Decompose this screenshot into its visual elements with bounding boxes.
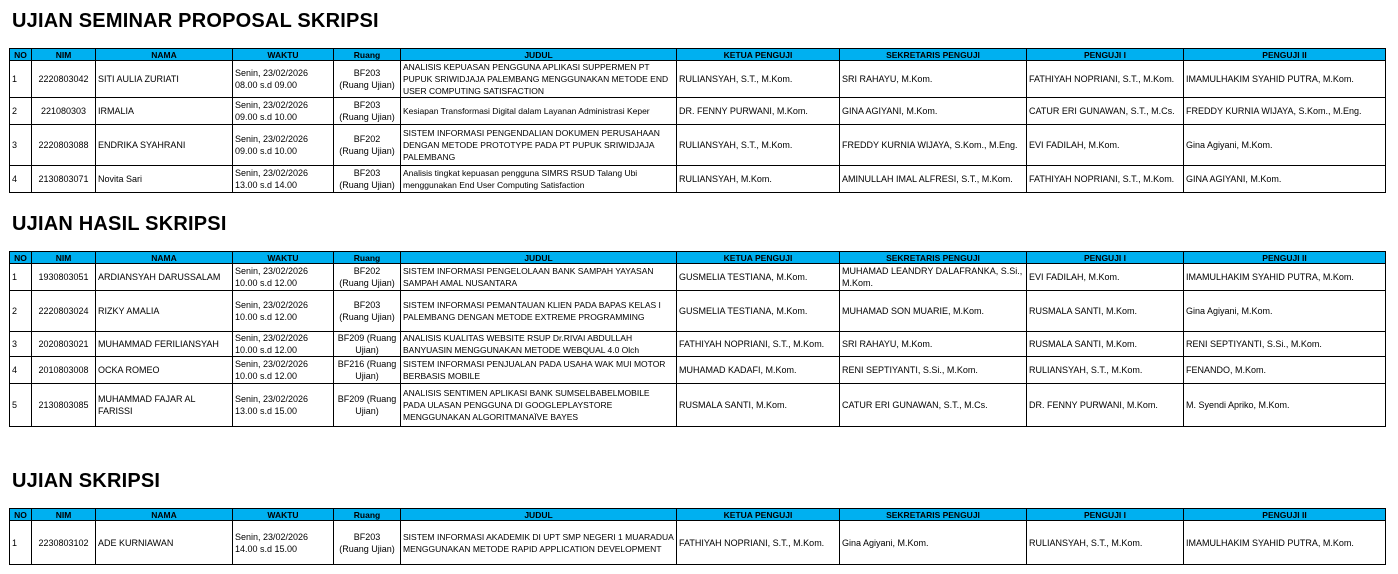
- waktu-day: Senin, 23/02/2026: [235, 168, 309, 178]
- cell-no: 1: [10, 264, 32, 291]
- waktu-day: Senin, 23/02/2026: [235, 266, 309, 276]
- cell-penguji-1: RUSMALA SANTI, M.Kom.: [1027, 332, 1184, 357]
- ruang-line-1: BF203: [353, 68, 381, 78]
- cell-no: 1: [10, 521, 32, 565]
- cell-ketua-penguji: DR. FENNY PURWANI, M.Kom.: [677, 98, 840, 125]
- waktu-time: 14.00 s.d 15.00: [235, 543, 298, 554]
- cell-nim: 221080303: [32, 98, 96, 125]
- header-sekretaris-penguji: SEKRETARIS PENGUJI: [840, 509, 1027, 521]
- header-ketua-penguji: KETUA PENGUJI: [677, 49, 840, 61]
- waktu-time: 09.00 s.d 10.00: [235, 146, 298, 156]
- cell-penguji-2: RENI SEPTIYANTI, S.Si., M.Kom.: [1184, 332, 1386, 357]
- cell-ruang: [334, 357, 401, 384]
- cell-ketua-penguji: MUHAMAD KADAFI, M.Kom.: [677, 357, 840, 384]
- waktu-time: 10.00 s.d 12.00: [235, 312, 298, 322]
- header-penguji-1: PENGUJI I: [1027, 509, 1184, 521]
- header-ruang: Ruang: [334, 49, 401, 61]
- cell-penguji-1: RULIANSYAH, S.T., M.Kom.: [1027, 521, 1184, 565]
- ruang-line-1: BF202: [353, 134, 381, 144]
- cell-no: 3: [10, 125, 32, 166]
- cell-nim: 1930803051: [32, 264, 96, 291]
- cell-nim: 2010803008: [32, 357, 96, 384]
- cell-no: 1: [10, 61, 32, 98]
- table-row: [10, 166, 1386, 193]
- cell-ruang: [334, 332, 401, 357]
- cell-no: 5: [10, 384, 32, 427]
- cell-sekretaris-penguji: GINA AGIYANI, M.Kom.: [840, 98, 1027, 125]
- cell-waktu: [233, 125, 334, 166]
- header-judul: JUDUL: [401, 49, 677, 61]
- cell-ruang: [334, 264, 401, 291]
- waktu-time: 13.00 s.d 14.00: [235, 180, 298, 190]
- cell-penguji-1: FATHIYAH NOPRIANI, S.T., M.Kom.: [1027, 61, 1184, 98]
- section-title-hasil: UJIAN HASIL SKRIPSI: [12, 213, 227, 235]
- header-row: [10, 49, 1386, 61]
- cell-ruang: [334, 98, 401, 125]
- cell-nim: 2130803071: [32, 166, 96, 193]
- cell-nama: SITI AULIA ZURIATI: [96, 61, 233, 98]
- waktu-time: 08.00 s.d 09.00: [235, 80, 298, 90]
- waktu-time: 13.00 s.d 15.00: [235, 406, 298, 416]
- header-sekretaris-penguji: SEKRETARIS PENGUJI: [840, 252, 1027, 264]
- cell-ketua-penguji: RULIANSYAH, M.Kom.: [677, 166, 840, 193]
- table-row: [10, 521, 1386, 565]
- cell-waktu: [233, 61, 334, 98]
- cell-ketua-penguji: RUSMALA SANTI, M.Kom.: [677, 384, 840, 427]
- cell-waktu: [233, 384, 334, 427]
- cell-nim: 2220803024: [32, 291, 96, 332]
- cell-penguji-1: RULIANSYAH, S.T., M.Kom.: [1027, 357, 1184, 384]
- ruang-line-2: (Ruang Ujian): [339, 543, 395, 554]
- header-penguji-2: PENGUJI II: [1184, 509, 1386, 521]
- ruang-line-1: BF203: [353, 300, 381, 310]
- cell-sekretaris-penguji: RENI SEPTIYANTI, S.Si., M.Kom.: [840, 357, 1027, 384]
- header-nama: NAMA: [96, 509, 233, 521]
- cell-nama: ENDRIKA SYAHRANI: [96, 125, 233, 166]
- cell-ketua-penguji: RULIANSYAH, S.T., M.Kom.: [677, 125, 840, 166]
- header-waktu: WAKTU: [233, 509, 334, 521]
- cell-waktu: [233, 264, 334, 291]
- cell-waktu: [233, 332, 334, 357]
- header-no: NO: [10, 49, 32, 61]
- cell-nim: 2020803021: [32, 332, 96, 357]
- header-row: [10, 252, 1386, 264]
- cell-ruang: [334, 61, 401, 98]
- cell-judul: ANALISIS KUALITAS WEBSITE RSUP Dr.RIVAI ABDULLAH BANYUASIN MENGGUNAKAN METODE WEBQUAL 4.0 Olch: [401, 332, 677, 357]
- cell-judul: SISTEM INFORMASI PENJUALAN PADA USAHA WAK MUI MOTOR BERBASIS MOBILE: [401, 357, 677, 384]
- cell-nama: IRMALIA: [96, 98, 233, 125]
- cell-judul: ANALISIS KEPUASAN PENGGUNA APLIKASI SUPPERMEN PT PUPUK SRIWIDJAJA PALEMBANG MENGGUNAKAN METODE END USER COMPUTING SATISFACTION: [401, 61, 677, 98]
- cell-penguji-1: RUSMALA SANTI, M.Kom.: [1027, 291, 1184, 332]
- cell-sekretaris-penguji: AMINULLAH IMAL ALFRESI, S.T., M.Kom.: [840, 166, 1027, 193]
- header-ruang: Ruang: [334, 252, 401, 264]
- ruang-line-2: Ujian): [355, 345, 379, 355]
- ruang-line-1: BF203: [353, 100, 381, 110]
- cell-penguji-2: GINA AGIYANI, M.Kom.: [1184, 166, 1386, 193]
- header-sekretaris-penguji: SEKRETARIS PENGUJI: [840, 49, 1027, 61]
- waktu-day: Senin, 23/02/2026: [235, 359, 309, 369]
- cell-no: 2: [10, 291, 32, 332]
- cell-judul: SISTEM INFORMASI PENGENDALIAN DOKUMEN PERUSAHAAN DENGAN METODE PROTOTYPE PADA PT PUPUK SRIWIDJAJA PALEMBANG: [401, 125, 677, 166]
- cell-waktu: [233, 357, 334, 384]
- ruang-line-1: BF209 (Ruang: [337, 333, 397, 343]
- cell-nama: ARDIANSYAH DARUSSALAM: [96, 264, 233, 291]
- waktu-day: Senin, 23/02/2026: [235, 134, 309, 144]
- cell-sekretaris-penguji: SRI RAHAYU, M.Kom.: [840, 332, 1027, 357]
- cell-ruang: [334, 291, 401, 332]
- cell-ketua-penguji: FATHIYAH NOPRIANI, S.T., M.Kom.: [677, 521, 840, 565]
- cell-penguji-2: IMAMULHAKIM SYAHID PUTRA, M.Kom.: [1184, 264, 1386, 291]
- header-penguji-2: PENGUJI II: [1184, 49, 1386, 61]
- waktu-day: Senin, 23/02/2026: [235, 333, 309, 343]
- header-penguji-1: PENGUJI I: [1027, 49, 1184, 61]
- cell-no: 3: [10, 332, 32, 357]
- cell-ketua-penguji: GUSMELIA TESTIANA, M.Kom.: [677, 264, 840, 291]
- cell-judul: Kesiapan Transformasi Digital dalam Layanan Administrasi Keper: [401, 98, 677, 125]
- cell-no: 2: [10, 98, 32, 125]
- table-row: [10, 384, 1386, 427]
- header-waktu: WAKTU: [233, 252, 334, 264]
- cell-sekretaris-penguji: SRI RAHAYU, M.Kom.: [840, 61, 1027, 98]
- ruang-line-2: (Ruang Ujian): [339, 312, 395, 322]
- header-no: NO: [10, 509, 32, 521]
- ruang-line-2: (Ruang Ujian): [339, 180, 395, 190]
- waktu-time: 09.00 s.d 10.00: [235, 112, 298, 122]
- waktu-day: Senin, 23/02/2026: [235, 300, 309, 310]
- cell-ketua-penguji: FATHIYAH NOPRIANI, S.T., M.Kom.: [677, 332, 840, 357]
- cell-no: 4: [10, 166, 32, 193]
- cell-nama: ADE KURNIAWAN: [96, 521, 233, 565]
- cell-judul: ANALISIS SENTIMEN APLIKASI BANK SUMSELBABELMOBILE PADA ULASAN PENGGUNA DI GOOGLEPLAYSTORE MENGGUNAKAN ALGORITMANAÏVE BAYES: [401, 384, 677, 427]
- header-nim: NIM: [32, 49, 96, 61]
- cell-penguji-2: Gina Agiyani, M.Kom.: [1184, 291, 1386, 332]
- cell-sekretaris-penguji: FREDDY KURNIA WIJAYA, S.Kom., M.Eng.: [840, 125, 1027, 166]
- waktu-day: Senin, 23/02/2026: [235, 394, 309, 404]
- cell-judul: SISTEM INFORMASI PENGELOLAAN BANK SAMPAH YAYASAN SAMPAH AMAL NUSANTARA: [401, 264, 677, 291]
- cell-penguji-2: M. Syendi Apriko, M.Kom.: [1184, 384, 1386, 427]
- table-hasil: [9, 251, 1386, 427]
- cell-judul: Analisis tingkat kepuasan pengguna SIMRS RSUD Talang Ubi menggunakan End User Computing Satisfaction: [401, 166, 677, 193]
- ruang-line-1: BF216 (Ruang: [337, 359, 397, 369]
- cell-penguji-1: EVI FADILAH, M.Kom.: [1027, 264, 1184, 291]
- waktu-day: Senin, 23/02/2026: [235, 68, 309, 78]
- cell-ketua-penguji: GUSMELIA TESTIANA, M.Kom.: [677, 291, 840, 332]
- cell-ruang: [334, 166, 401, 193]
- header-penguji-1: PENGUJI I: [1027, 252, 1184, 264]
- waktu-day: Senin, 23/02/2026: [235, 531, 309, 542]
- cell-penguji-2: FENANDO, M.Kom.: [1184, 357, 1386, 384]
- cell-nama: RIZKY AMALIA: [96, 291, 233, 332]
- ruang-line-2: (Ruang Ujian): [339, 146, 395, 156]
- section-title-proposal: UJIAN SEMINAR PROPOSAL SKRIPSI: [12, 10, 379, 32]
- ruang-line-2: Ujian): [355, 371, 379, 381]
- cell-ruang: [334, 384, 401, 427]
- cell-waktu: [233, 98, 334, 125]
- header-penguji-2: PENGUJI II: [1184, 252, 1386, 264]
- cell-ruang: [334, 521, 401, 565]
- table-proposal: [9, 48, 1386, 193]
- cell-waktu: [233, 166, 334, 193]
- header-nama: NAMA: [96, 49, 233, 61]
- ruang-line-1: BF203: [353, 531, 381, 542]
- table-row: [10, 125, 1386, 166]
- cell-penguji-2: FREDDY KURNIA WIJAYA, S.Kom., M.Eng.: [1184, 98, 1386, 125]
- cell-nim: 2230803102: [32, 521, 96, 565]
- cell-sekretaris-penguji: Gina Agiyani, M.Kom.: [840, 521, 1027, 565]
- ruang-line-2: (Ruang Ujian): [339, 80, 395, 90]
- waktu-time: 10.00 s.d 12.00: [235, 371, 298, 381]
- cell-nim: 2220803042: [32, 61, 96, 98]
- cell-sekretaris-penguji: MUHAMAD LEANDRY DALAFRANKA, S.Si., M.Kom.: [840, 264, 1027, 291]
- header-ketua-penguji: KETUA PENGUJI: [677, 509, 840, 521]
- header-row: [10, 509, 1386, 521]
- ruang-line-1: BF203: [353, 168, 381, 178]
- cell-sekretaris-penguji: MUHAMAD SON MUARIE, M.Kom.: [840, 291, 1027, 332]
- cell-penguji-2: IMAMULHAKIM SYAHID PUTRA, M.Kom.: [1184, 61, 1386, 98]
- cell-nama: OCKA ROMEO: [96, 357, 233, 384]
- header-ketua-penguji: KETUA PENGUJI: [677, 252, 840, 264]
- cell-nama: Novita Sari: [96, 166, 233, 193]
- ruang-line-2: (Ruang Ujian): [339, 278, 395, 288]
- cell-waktu: [233, 521, 334, 565]
- cell-penguji-1: FATHIYAH NOPRIANI, S.T., M.Kom.: [1027, 166, 1184, 193]
- cell-nama: MUHAMMAD FERILIANSYAH: [96, 332, 233, 357]
- cell-ruang: [334, 125, 401, 166]
- cell-judul: SISTEM INFORMASI PEMANTAUAN KLIEN PADA BAPAS KELAS I PALEMBANG DENGAN METODE EXTREME PROGRAMMING: [401, 291, 677, 332]
- section-title-skripsi: UJIAN SKRIPSI: [12, 470, 161, 492]
- header-nim: NIM: [32, 252, 96, 264]
- table-row: [10, 264, 1386, 291]
- ruang-line-2: Ujian): [355, 406, 379, 416]
- header-judul: JUDUL: [401, 252, 677, 264]
- header-waktu: WAKTU: [233, 49, 334, 61]
- waktu-time: 10.00 s.d 12.00: [235, 278, 298, 288]
- header-ruang: Ruang: [334, 509, 401, 521]
- cell-penguji-1: DR. FENNY PURWANI, M.Kom.: [1027, 384, 1184, 427]
- cell-ketua-penguji: RULIANSYAH, S.T., M.Kom.: [677, 61, 840, 98]
- cell-penguji-1: CATUR ERI GUNAWAN, S.T., M.Cs.: [1027, 98, 1184, 125]
- ruang-line-1: BF209 (Ruang: [337, 394, 397, 404]
- table-row: [10, 357, 1386, 384]
- table-row: [10, 332, 1386, 357]
- header-no: NO: [10, 252, 32, 264]
- table-row: [10, 98, 1386, 125]
- ruang-line-2: (Ruang Ujian): [339, 112, 395, 122]
- cell-waktu: [233, 291, 334, 332]
- table-row: [10, 61, 1386, 98]
- table-row: [10, 291, 1386, 332]
- header-nama: NAMA: [96, 252, 233, 264]
- cell-judul: SISTEM INFORMASI AKADEMIK DI UPT SMP NEGERI 1 MUARADUA MENGGUNAKAN METODE RAPID APPLICATION DEVELOPMENT: [401, 521, 677, 565]
- cell-penguji-1: EVI FADILAH, M.Kom.: [1027, 125, 1184, 166]
- cell-sekretaris-penguji: CATUR ERI GUNAWAN, S.T., M.Cs.: [840, 384, 1027, 427]
- cell-penguji-2: Gina Agiyani, M.Kom.: [1184, 125, 1386, 166]
- header-nim: NIM: [32, 509, 96, 521]
- table-skripsi: [9, 508, 1386, 565]
- ruang-line-1: BF202: [353, 266, 381, 276]
- waktu-day: Senin, 23/02/2026: [235, 100, 309, 110]
- header-judul: JUDUL: [401, 509, 677, 521]
- waktu-time: 10.00 s.d 12.00: [235, 345, 298, 355]
- cell-penguji-2: IMAMULHAKIM SYAHID PUTRA, M.Kom.: [1184, 521, 1386, 565]
- cell-no: 4: [10, 357, 32, 384]
- cell-nama: MUHAMMAD FAJAR AL FARISSI: [96, 384, 233, 427]
- cell-nim: 2130803085: [32, 384, 96, 427]
- cell-nim: 2220803088: [32, 125, 96, 166]
